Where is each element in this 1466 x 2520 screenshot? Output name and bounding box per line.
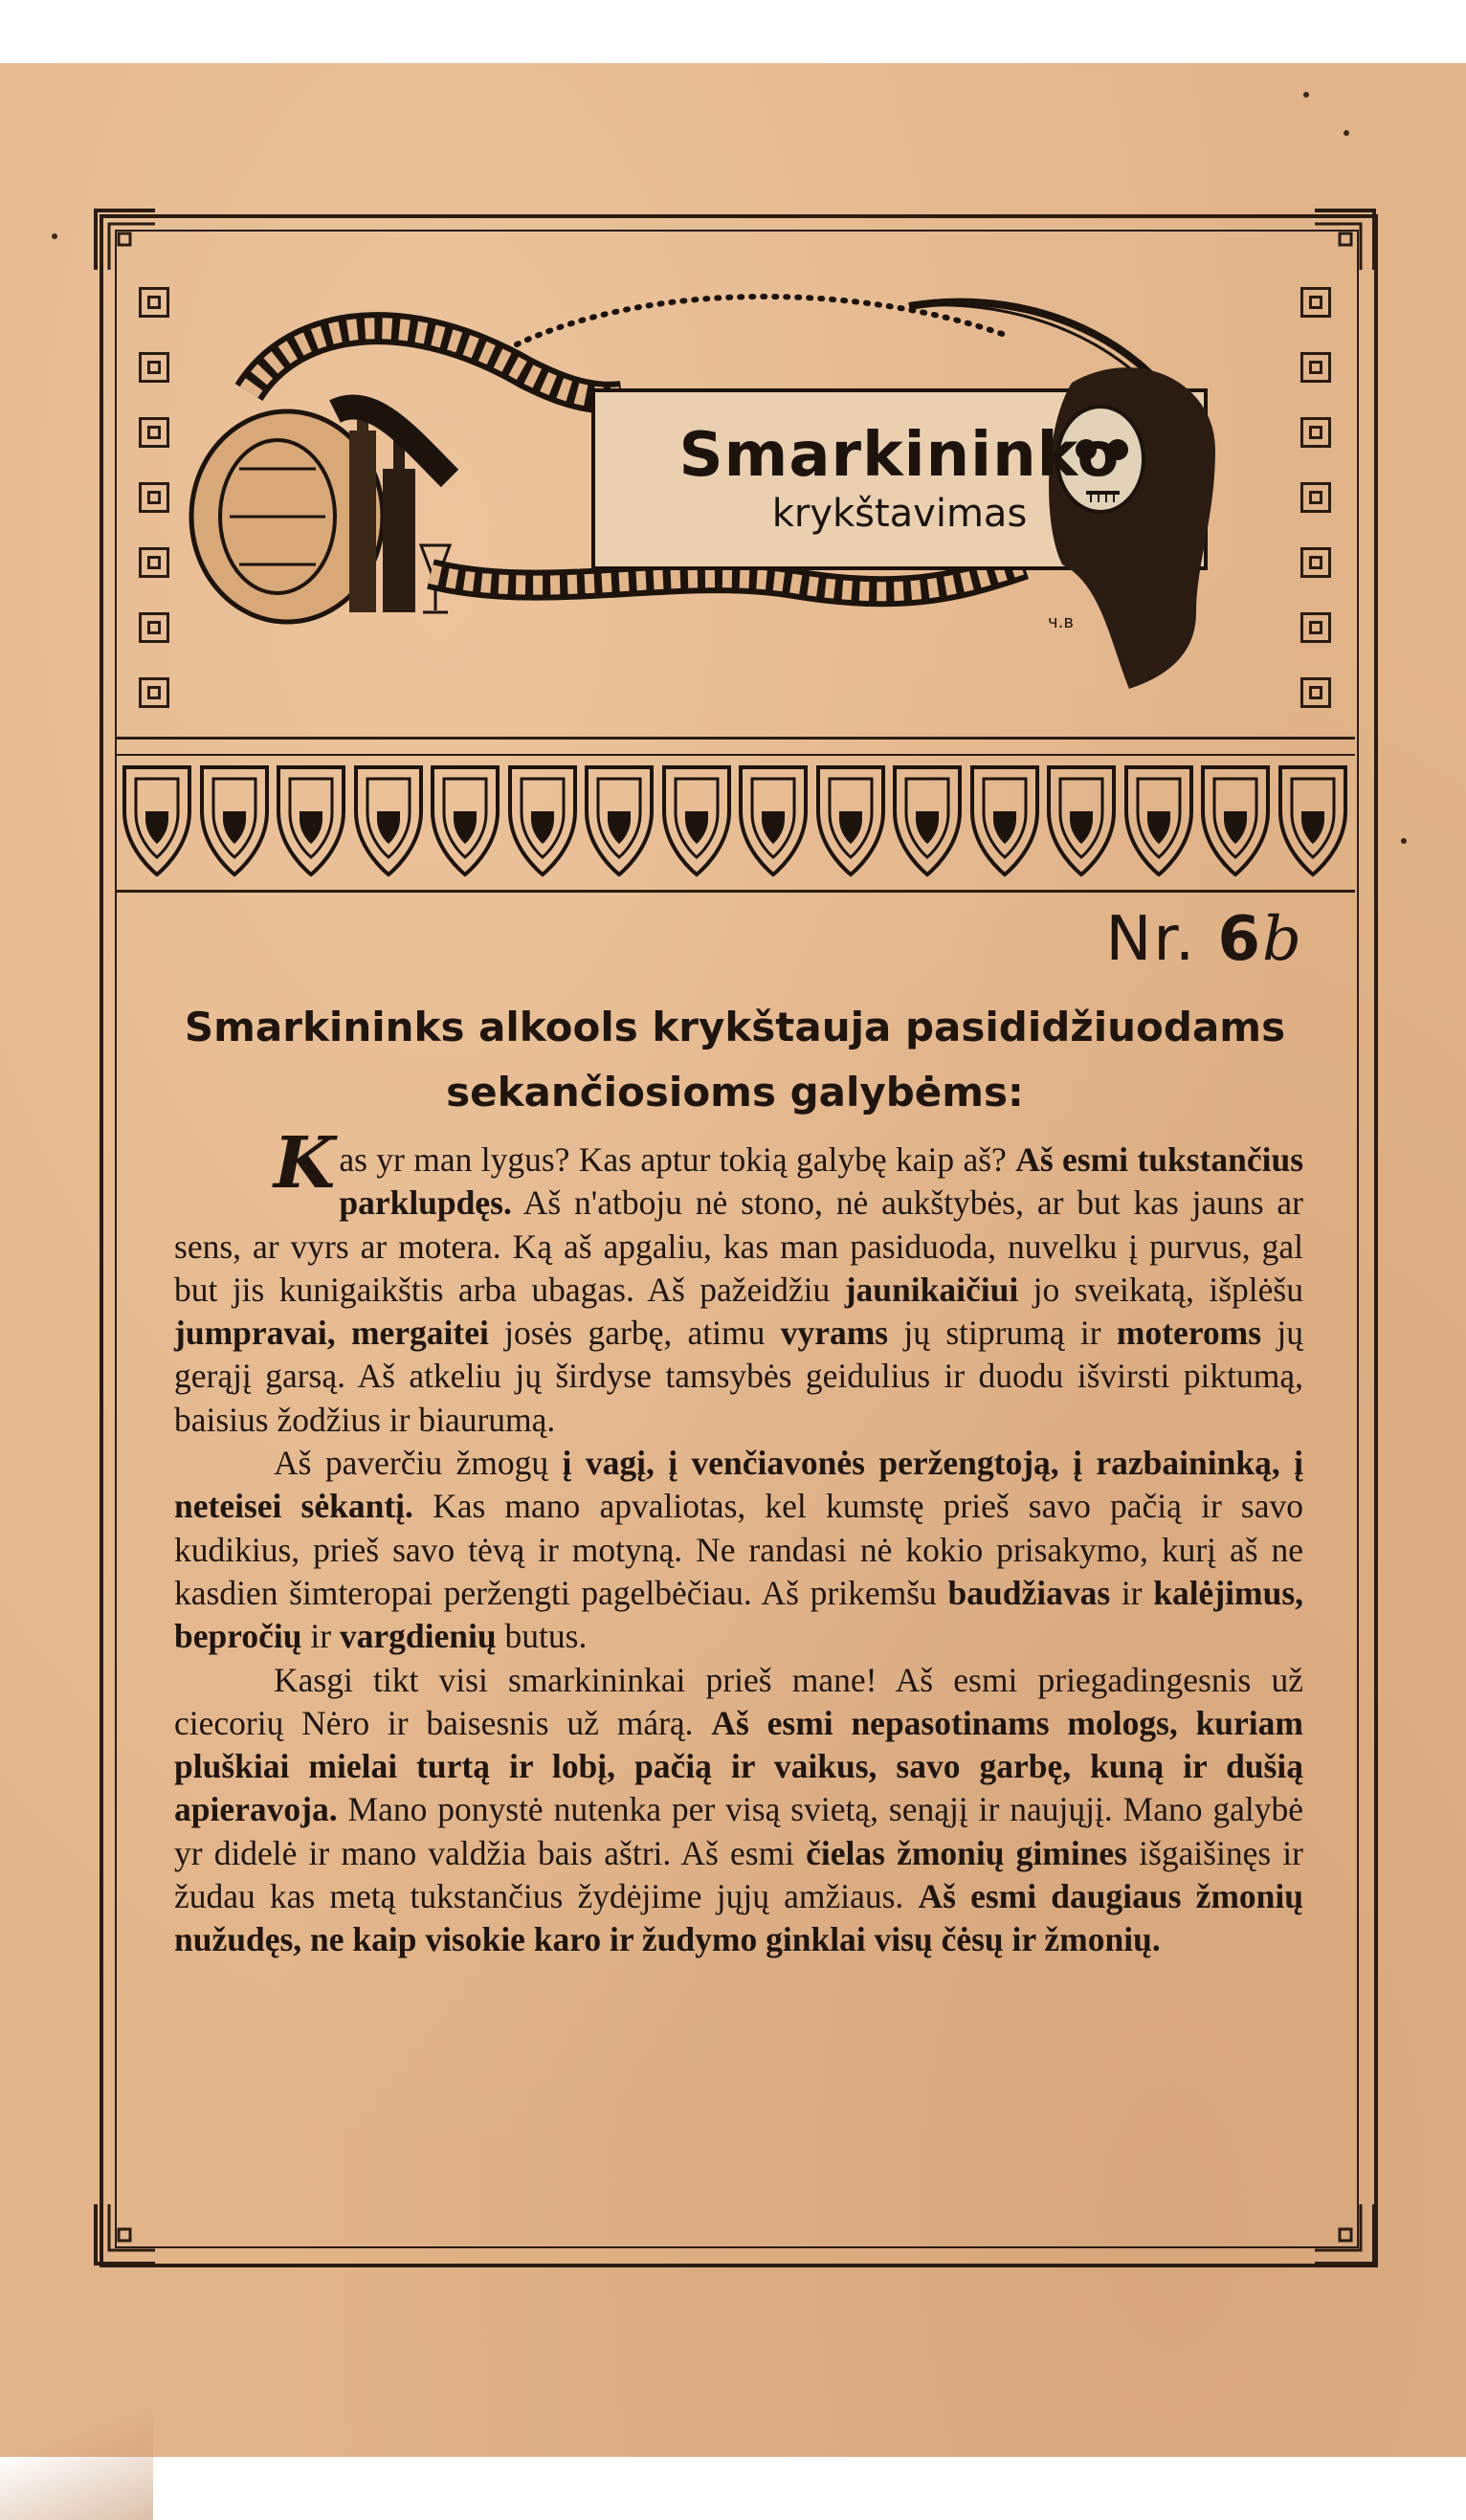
masthead-subtitle: krykštavimas bbox=[771, 492, 1028, 537]
torn-corner bbox=[0, 2378, 153, 2520]
corner-ornament-top-right bbox=[1311, 207, 1378, 274]
square-ornament bbox=[1300, 482, 1331, 513]
bold-run: moteroms bbox=[1116, 1314, 1262, 1353]
paragraph-2 bbox=[174, 1442, 1303, 1658]
bold-run: į vagį, į venčiavonės peržengtoją, į razbaininką, į neteisei sėkantį. bbox=[174, 1444, 1303, 1526]
square-ornament bbox=[139, 287, 169, 318]
square-ornament bbox=[1300, 547, 1331, 578]
heading-line-1: Smarkininks alkools krykštauja pasididžiuodams bbox=[184, 1004, 1286, 1050]
shield-ornament-icon bbox=[968, 762, 1041, 880]
corner-ornament-bottom-right bbox=[1311, 2200, 1378, 2267]
square-ornament bbox=[1300, 677, 1331, 708]
shield-ornament-icon bbox=[660, 762, 733, 880]
text-run: as yr man lygus? Kas aptur tokią galybę kaip aš? bbox=[339, 1140, 1016, 1179]
square-ornament bbox=[1300, 417, 1331, 448]
shield-ornament-icon bbox=[1122, 762, 1195, 880]
text-run: jų gerąjį garsą. Aš atkeliu jų širdyse tamsybės geidulius ir duodu išvirsti piktumą, baisius žodžius ir biaurumą. bbox=[174, 1314, 1303, 1439]
shield-ornament-icon bbox=[198, 762, 271, 880]
heading-line-2: sekančiosioms galybėms: bbox=[446, 1069, 1024, 1116]
bold-run: baudžiavas bbox=[947, 1573, 1111, 1612]
corner-ornament-top-left bbox=[92, 207, 159, 274]
shield-ornament-icon bbox=[506, 762, 579, 880]
square-ornament bbox=[1300, 287, 1331, 318]
text-run: ir bbox=[1110, 1573, 1154, 1612]
bold-run: Aš esmi tukstančius parklupdęs. bbox=[339, 1140, 1304, 1223]
shield-ornament-icon bbox=[275, 762, 347, 880]
text-run: josės garbę, atimu bbox=[488, 1314, 781, 1353]
shield-ornament-icon bbox=[583, 762, 655, 880]
text-run: išgaišinęs ir žudau kas metą tukstančius žydėjime jųjų amžiaus. bbox=[174, 1833, 1303, 1916]
paper-speck bbox=[1303, 92, 1309, 98]
square-ornament bbox=[139, 352, 169, 383]
title-plate bbox=[603, 397, 1196, 560]
shield-ornament-icon bbox=[121, 762, 193, 880]
shield-ornament-icon bbox=[1277, 762, 1349, 880]
square-ornament bbox=[1300, 352, 1331, 383]
shield-ornament-icon bbox=[737, 762, 810, 880]
paper-speck bbox=[1401, 838, 1407, 844]
square-ornament bbox=[139, 612, 169, 643]
bold-run: jumpravai, mergaitei bbox=[174, 1314, 489, 1353]
shield-ornament-icon bbox=[429, 762, 501, 880]
text-run: ir bbox=[301, 1617, 340, 1656]
square-ornament bbox=[139, 417, 169, 448]
masthead-title: Smarkininko bbox=[678, 419, 1121, 491]
shield-frieze bbox=[121, 762, 1349, 886]
article-body bbox=[174, 1122, 1304, 1962]
text-run: Kasgi tikt visi smarkininkai prieš mane! Aš esmi priegadingesnis už ciecorių Nėro ir baisesnis už márą. bbox=[174, 1660, 1303, 1742]
text-run: jo sveikatą, išplėšu bbox=[1018, 1270, 1303, 1309]
text-run: jų stiprumą ir bbox=[888, 1314, 1117, 1353]
corner-ornament-bottom-left bbox=[92, 2200, 159, 2267]
issue-digit: 6 bbox=[1217, 904, 1263, 975]
text-run: butus. bbox=[496, 1617, 588, 1656]
article-heading bbox=[163, 995, 1307, 1125]
right-square-column bbox=[1294, 287, 1338, 708]
square-ornament bbox=[139, 677, 169, 708]
bold-run: čielas žmonių gimines bbox=[806, 1833, 1128, 1872]
artist-signature: ч.в bbox=[1048, 612, 1074, 632]
issue-number bbox=[1106, 904, 1304, 975]
text-run: Aš n'atboju nė stono, nė aukštybės, ar but kas jauns ar sens, ar vyrs ar motera. Ką aš apgaliu, kas man pasiduoda, nuvelku į purvus, gal but jis kunigaikštis arba ubagas. Aš pažeidžiu bbox=[174, 1183, 1303, 1309]
bold-run: vargdienių bbox=[339, 1617, 497, 1656]
left-square-column bbox=[132, 287, 176, 708]
square-ornament bbox=[1300, 612, 1331, 643]
bold-run: Aš esmi nepasotinams mologs, kuriam pluškiai mielai turtą ir lobį, pačią ir vaikus, savo garbę, kuną ir dušią apieravoja. bbox=[174, 1703, 1303, 1829]
header-rule bbox=[115, 737, 1355, 740]
paragraph-1 bbox=[174, 1122, 1304, 1442]
text-run: Aš paverčiu žmogų bbox=[274, 1444, 563, 1483]
shield-ornament-icon bbox=[814, 762, 887, 880]
shield-ornament-icon bbox=[352, 762, 425, 880]
text-run: Kas mano apvaliotas, kel kumstę prieš savo pačią ir savo kudikius, prieš savo tėvą ir motyną. Ne randasi nė kokio prisakymo, kurį aš ne kasdien šimteropai peržengti pagelbėčiau. Aš prikemšu bbox=[174, 1487, 1303, 1612]
square-ornament bbox=[139, 482, 169, 513]
bold-run: Aš esmi daugiaus žmonių nužudęs, ne kaip visokie karo ir žudymo ginklai visų čėsų ir žmonių. bbox=[174, 1877, 1304, 1959]
shield-ornament-icon bbox=[891, 762, 964, 880]
text-run: Mano ponystė nutenka per visą svietą, senąjį ir naujųjį. Mano galybė yr didelė ir mano valdžia bais aštri. Aš esmi bbox=[174, 1790, 1303, 1872]
bold-run: kalėjimus, bepročių bbox=[174, 1573, 1304, 1656]
paragraph-3 bbox=[174, 1659, 1303, 1962]
bold-run: vyrams bbox=[780, 1314, 889, 1353]
shield-bottom-rule bbox=[115, 890, 1355, 893]
bold-run: jaunikaičiui bbox=[844, 1270, 1019, 1309]
square-ornament bbox=[139, 547, 169, 578]
paper-speck bbox=[1344, 130, 1349, 136]
paper-speck bbox=[52, 233, 57, 239]
shield-ornament-icon bbox=[1199, 762, 1272, 880]
shield-top-rule bbox=[115, 754, 1355, 756]
issue-letter: b bbox=[1262, 904, 1303, 975]
shield-ornament-icon bbox=[1045, 762, 1118, 880]
header-illustration bbox=[182, 277, 1282, 718]
drop-cap: K bbox=[274, 1122, 336, 1205]
issue-prefix: Nr. bbox=[1105, 904, 1197, 975]
